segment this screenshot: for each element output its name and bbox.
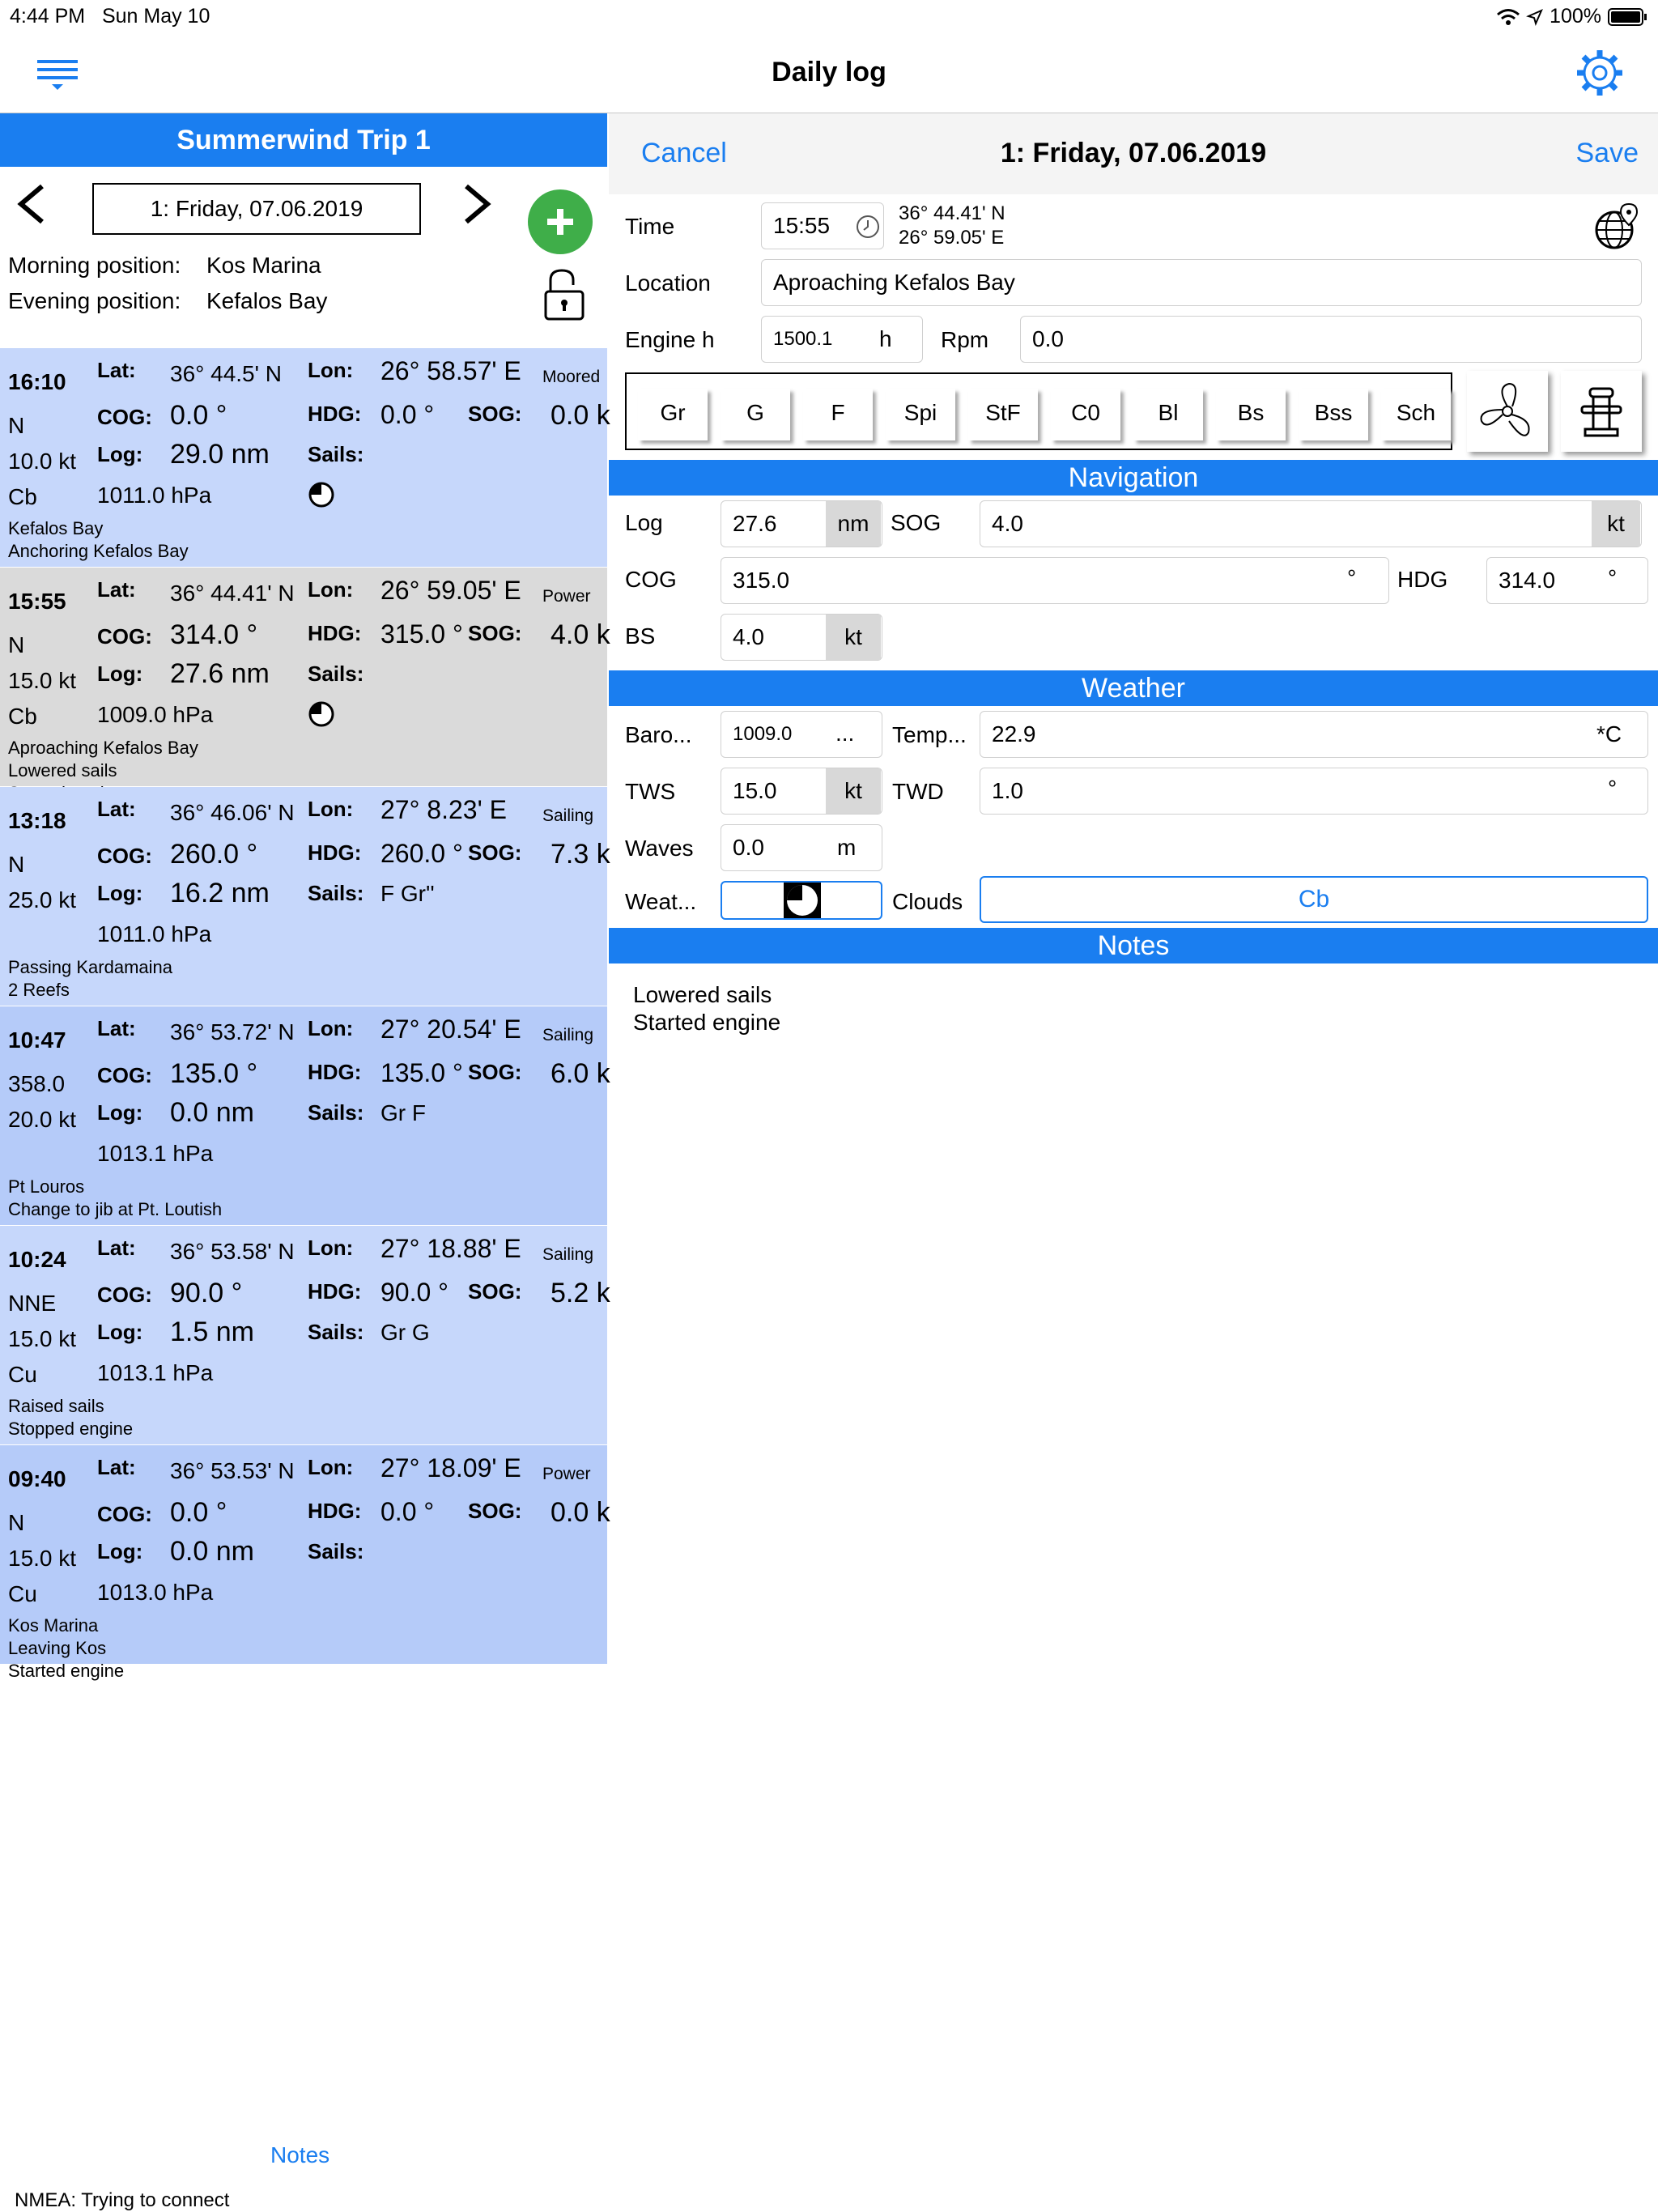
tws-value: 15.0	[733, 778, 777, 803]
entry-log: 0.0 nm	[170, 1536, 254, 1567]
waves-label: Waves	[625, 836, 694, 861]
entry-sog: 7.3 k	[551, 839, 610, 870]
cog-label: COG:	[97, 1502, 152, 1526]
entry-baro: 1013.1 hPa	[97, 1141, 214, 1166]
sails-label: Sails:	[308, 442, 364, 466]
cog-label: COG	[625, 567, 677, 592]
entry-hdg: 135.0 °	[380, 1058, 463, 1087]
entry-wind-dir: N	[8, 852, 25, 877]
unlock-icon[interactable]	[542, 267, 586, 322]
entry-lat: 36° 53.72' N	[170, 1019, 295, 1044]
add-entry-button[interactable]	[528, 189, 593, 254]
entry-time: 15:55	[8, 589, 66, 614]
log-entry[interactable]	[0, 1445, 610, 1681]
cog-unit: °	[1347, 565, 1357, 590]
weather-picker[interactable]	[721, 881, 882, 920]
temp-field[interactable]	[980, 711, 1648, 758]
temp-label: Temp...	[892, 722, 967, 747]
log-unit: nm	[826, 501, 881, 547]
temp-value: 22.9	[992, 721, 1036, 747]
entry-sog: 5.2 k	[551, 1278, 610, 1308]
engine-hours-field[interactable]	[761, 316, 923, 363]
entry-hdg: 315.0 °	[380, 619, 463, 649]
log-list-panel	[0, 113, 610, 2211]
log-entry[interactable]	[0, 568, 610, 786]
sog-label: SOG:	[468, 1279, 522, 1304]
entry-sog: 0.0 k	[551, 1497, 610, 1528]
log-entry[interactable]	[0, 787, 610, 1006]
sails-label: Sails:	[308, 661, 364, 686]
lon-label: Lon:	[308, 577, 354, 602]
entry-mode: Moored	[542, 368, 601, 386]
sail-button-bs[interactable]: Bs	[1216, 389, 1286, 440]
engine-unit: h	[879, 326, 892, 351]
notes-line-1: Lowered sails	[633, 982, 772, 1007]
entry-mode: Power	[542, 1465, 591, 1483]
day-selector[interactable]: 1: Friday, 07.06.2019	[92, 183, 421, 235]
cog-value: 315.0	[733, 568, 790, 593]
log-label: Log:	[97, 1320, 143, 1344]
sog-label: SOG:	[468, 840, 522, 865]
tws-unit: kt	[826, 768, 881, 814]
entry-wind-speed: 10.0 kt	[8, 449, 77, 474]
propeller-icon	[1467, 371, 1548, 452]
twd-unit: °	[1608, 776, 1618, 801]
log-entry[interactable]	[0, 348, 610, 567]
entry-lon: 26° 58.57' E	[380, 356, 521, 385]
status-time: 4:44 PM	[10, 5, 86, 28]
page-title: Daily log	[772, 57, 886, 87]
sail-button-stf[interactable]: StF	[968, 389, 1038, 440]
hdg-label: HDG:	[308, 402, 362, 426]
lon-label: Lon:	[308, 1455, 354, 1479]
engine-mode-button[interactable]	[1467, 371, 1548, 452]
entry-log: 0.0 nm	[170, 1097, 254, 1128]
location-value: Aproaching Kefalos Bay	[773, 270, 1015, 295]
entry-lon: 27° 18.88' E	[380, 1234, 521, 1263]
lat-label: Lat:	[97, 797, 136, 821]
baro-more[interactable]: ...	[835, 721, 855, 746]
entry-time: 16:10	[8, 369, 66, 394]
sail-button-c0[interactable]: C0	[1051, 389, 1120, 440]
lon-label: Lon:	[308, 797, 354, 821]
cog-label: COG:	[97, 624, 152, 649]
log-label: Log:	[97, 1539, 143, 1563]
rpm-field[interactable]	[1020, 316, 1642, 363]
cog-label: COG:	[97, 405, 152, 429]
entry-mode: Sailing	[542, 1026, 594, 1044]
entry-baro: 1011.0 hPa	[97, 921, 212, 946]
detail-header	[609, 113, 1658, 194]
entry-hdg: 260.0 °	[380, 839, 463, 868]
entry-time: 10:24	[8, 1247, 66, 1272]
entry-mode: Sailing	[542, 1245, 594, 1264]
entry-sails: Gr F	[380, 1100, 426, 1125]
entry-mode: Sailing	[542, 806, 594, 825]
waves-field[interactable]	[721, 824, 882, 871]
entry-wind-dir: NNE	[8, 1291, 57, 1316]
weather-pie-icon	[308, 481, 335, 508]
twd-label: TWD	[892, 779, 944, 804]
coord-lat: 36° 44.41' N	[899, 202, 1005, 224]
rpm-value: 0.0	[1032, 326, 1064, 351]
lat-label: Lat:	[97, 1016, 136, 1040]
entry-lon: 26° 59.05' E	[380, 576, 521, 605]
lon-label: Lon:	[308, 358, 354, 382]
evening-label: Evening position:	[8, 288, 181, 313]
log-value: 27.6	[733, 511, 777, 536]
weather-section-title: Weather	[609, 670, 1658, 706]
entry-wind-speed: 20.0 kt	[8, 1107, 77, 1132]
time-label: Time	[625, 214, 675, 239]
sog-label: SOG:	[468, 1060, 522, 1084]
hdg-label: HDG:	[308, 621, 362, 645]
engine-label: Engine h	[625, 327, 715, 352]
lat-label: Lat:	[97, 577, 136, 602]
hdg-label: HDG:	[308, 840, 362, 865]
sog-label: SOG:	[468, 1499, 522, 1523]
entry-note-1: Pt Louros	[8, 1176, 85, 1197]
save-button[interactable]: Save	[1575, 138, 1639, 168]
baro-label: Baro...	[625, 722, 692, 747]
cog-field[interactable]	[721, 557, 1389, 604]
hdg-label: HDG:	[308, 1060, 362, 1084]
bs-label: BS	[625, 623, 656, 649]
entry-cog: 0.0 °	[170, 400, 227, 431]
location-arrow-icon	[1527, 9, 1543, 25]
status-date: Sun May 10	[101, 5, 210, 28]
entry-note-1: Kos Marina	[8, 1615, 99, 1636]
lon-label: Lon:	[308, 1236, 354, 1260]
entry-lat: 36° 44.41' N	[170, 581, 295, 606]
entry-wind-dir: N	[8, 632, 25, 657]
status-time-date	[10, 5, 210, 28]
entry-time: 09:40	[8, 1466, 66, 1491]
navigation-section-title: Navigation	[609, 460, 1658, 496]
nav-bar	[0, 32, 1658, 113]
entry-note-3: Started engine	[8, 1661, 125, 1681]
sog-label: SOG:	[468, 402, 522, 426]
entry-cog: 314.0 °	[170, 619, 258, 650]
engine-hours-value: 1500.1	[773, 328, 833, 350]
clouds-button[interactable]: Cb	[980, 876, 1648, 923]
time-value: 15:55	[773, 213, 831, 238]
entry-wind-dir: N	[8, 1510, 25, 1535]
entry-wind-speed: 25.0 kt	[8, 887, 77, 912]
bs-value: 4.0	[733, 624, 764, 649]
cog-label: COG:	[97, 1063, 152, 1087]
sail-button-bl[interactable]: Bl	[1133, 389, 1203, 440]
entry-baro: 1013.1 hPa	[97, 1360, 214, 1385]
detail-title: 1: Friday, 07.06.2019	[1000, 138, 1267, 168]
entry-cog: 135.0 °	[170, 1058, 258, 1089]
bollard-icon	[1561, 371, 1642, 452]
chevron-right-icon	[460, 180, 495, 228]
sog-field[interactable]	[980, 500, 1642, 547]
entry-note-1: Kefalos Bay	[8, 518, 104, 538]
entry-wind-dir: N	[8, 413, 25, 438]
next-day-button[interactable]	[460, 180, 495, 236]
waves-unit: m	[837, 835, 857, 860]
entry-note-2: Change to jib at Pt. Loutish	[8, 1199, 223, 1219]
log-label: Log:	[97, 442, 143, 466]
coord-lon: 26° 59.05' E	[899, 227, 1005, 249]
sail-button-spi[interactable]: Spi	[886, 389, 955, 440]
log-entry[interactable]	[0, 1006, 610, 1225]
entry-hdg: 0.0 °	[380, 1497, 435, 1526]
hdg-unit: °	[1608, 565, 1618, 590]
entry-note-2: Leaving Kos	[8, 1638, 107, 1658]
rpm-label: Rpm	[941, 327, 989, 352]
entry-cog: 260.0 °	[170, 839, 258, 870]
entry-wind-dir: 358.0	[8, 1071, 66, 1096]
entry-note-2: Stopped engine	[8, 1419, 134, 1439]
log-label: Log:	[97, 1100, 143, 1125]
battery-icon	[1608, 7, 1648, 27]
entry-lon: 27° 8.23' E	[380, 795, 507, 824]
location-label: Location	[625, 270, 711, 296]
battery-percent: 100%	[1550, 5, 1601, 28]
entry-lat: 36° 53.58' N	[170, 1239, 295, 1264]
notes-section-title: Notes	[609, 928, 1658, 963]
sail-button-g[interactable]: G	[721, 389, 790, 440]
notes-text[interactable]	[633, 981, 1637, 1036]
mooring-mode-button[interactable]	[1561, 371, 1642, 452]
wifi-icon	[1496, 8, 1520, 26]
entry-time: 13:18	[8, 808, 66, 833]
weather-pie-icon	[784, 883, 821, 918]
sog-label: SOG	[891, 510, 942, 535]
waves-value: 0.0	[733, 835, 764, 860]
sails-selector	[625, 372, 1452, 450]
baro-value: 1009.0	[733, 723, 793, 745]
lat-label: Lat:	[97, 1455, 136, 1479]
sog-unit: kt	[1592, 501, 1640, 547]
hdg-field[interactable]	[1486, 557, 1648, 604]
entry-hdg: 90.0 °	[380, 1278, 449, 1307]
weather-label: Weat...	[625, 889, 697, 914]
notes-line-2: Started engine	[633, 1010, 781, 1035]
sails-label: Sails:	[308, 1320, 364, 1344]
entry-cloud: Cb	[8, 704, 37, 729]
entry-log: 29.0 nm	[170, 439, 270, 470]
entry-wind-speed: 15.0 kt	[8, 1326, 77, 1351]
entry-time: 10:47	[8, 1027, 66, 1053]
weather-pie-icon	[308, 700, 335, 728]
entry-note-1: Passing Kardamaina	[8, 957, 173, 977]
entry-hdg: 0.0 °	[380, 400, 435, 429]
morning-value: Kos Marina	[206, 253, 321, 278]
entry-cloud: Cb	[8, 484, 37, 509]
globe-icon[interactable]	[1593, 202, 1642, 251]
lon-label: Lon:	[308, 1016, 354, 1040]
evening-position	[8, 288, 328, 314]
entry-sog: 4.0 k	[551, 619, 610, 650]
gear-icon[interactable]	[1574, 47, 1626, 99]
location-field[interactable]	[761, 259, 1642, 306]
hdg-label: HDG:	[308, 1499, 362, 1523]
entry-sails: F Gr''	[380, 881, 435, 906]
trip-title: Summerwind Trip 1	[0, 113, 607, 167]
notes-link[interactable]: Notes	[270, 2142, 330, 2167]
lat-label: Lat:	[97, 358, 136, 382]
tws-label: TWS	[625, 779, 676, 804]
sog-value: 4.0	[992, 511, 1023, 536]
sog-label: SOG:	[468, 621, 522, 645]
lat-label: Lat:	[97, 1236, 136, 1260]
entry-sails: Gr G	[380, 1320, 430, 1345]
entry-note-2: Lowered sails	[8, 760, 117, 781]
entry-baro: 1009.0 hPa	[97, 702, 214, 727]
entry-note-2: Anchoring Kefalos Bay	[8, 541, 189, 561]
entry-note-2: 2 Reefs	[8, 980, 70, 1000]
nmea-status: NMEA: Trying to connect	[15, 2189, 230, 2211]
entry-sog: 0.0 k	[551, 400, 610, 431]
entry-lon: 27° 20.54' E	[380, 1015, 521, 1044]
entry-wind-speed: 15.0 kt	[8, 1546, 77, 1571]
entry-cloud: Cu	[8, 1581, 37, 1606]
log-label: Log:	[97, 661, 143, 686]
morning-position	[8, 253, 321, 279]
entry-detail-panel	[609, 113, 1658, 1976]
entry-wind-speed: 15.0 kt	[8, 668, 77, 693]
log-label: Log:	[97, 881, 143, 905]
status-right	[1496, 5, 1648, 28]
baro-field[interactable]	[721, 711, 882, 758]
entry-sog: 6.0 k	[551, 1058, 610, 1089]
entry-lat: 36° 53.53' N	[170, 1458, 295, 1483]
chevron-left-icon	[13, 180, 49, 228]
clouds-label: Clouds	[892, 889, 963, 914]
evening-value: Kefalos Bay	[206, 288, 328, 313]
sails-label: Sails:	[308, 1100, 364, 1125]
entry-baro: 1011.0 hPa	[97, 483, 212, 508]
entry-log: 27.6 nm	[170, 658, 270, 689]
clock-icon[interactable]	[855, 214, 881, 240]
sails-label: Sails:	[308, 881, 364, 905]
cog-label: COG:	[97, 844, 152, 868]
twd-field[interactable]	[980, 768, 1648, 815]
entry-log: 1.5 nm	[170, 1317, 254, 1347]
sail-button-f[interactable]: F	[803, 389, 873, 440]
sails-label: Sails:	[308, 1539, 364, 1563]
hdg-label: HDG:	[308, 1279, 362, 1304]
entry-lon: 27° 18.09' E	[380, 1453, 521, 1482]
entry-lat: 36° 44.5' N	[170, 361, 282, 386]
cancel-button[interactable]: Cancel	[641, 138, 727, 168]
sail-button-sch[interactable]: Sch	[1381, 389, 1451, 440]
entry-cog: 90.0 °	[170, 1278, 243, 1308]
twd-value: 1.0	[992, 778, 1023, 803]
entry-cloud: Cu	[8, 1362, 37, 1387]
morning-label: Morning position:	[8, 253, 181, 278]
sail-button-gr[interactable]: Gr	[638, 389, 708, 440]
hdg-label: HDG	[1397, 567, 1448, 592]
log-entry[interactable]	[0, 1226, 610, 1444]
status-bar	[0, 0, 1658, 32]
entry-baro: 1013.0 hPa	[97, 1580, 214, 1605]
entry-mode: Power	[542, 587, 591, 606]
cog-label: COG:	[97, 1283, 152, 1307]
bs-unit: kt	[826, 615, 881, 660]
prev-day-button[interactable]	[13, 180, 49, 236]
hdg-value: 314.0	[1499, 568, 1556, 593]
entry-note-1: Raised sails	[8, 1396, 104, 1416]
entry-log: 16.2 nm	[170, 878, 270, 908]
entry-cog: 0.0 °	[170, 1497, 227, 1528]
entry-note-1: Aproaching Kefalos Bay	[8, 738, 198, 758]
temp-unit: *C	[1596, 721, 1622, 747]
log-label: Log	[625, 510, 663, 535]
entry-lat: 36° 46.06' N	[170, 800, 295, 825]
sail-button-bss[interactable]: Bss	[1299, 389, 1368, 440]
plus-icon	[528, 189, 593, 254]
